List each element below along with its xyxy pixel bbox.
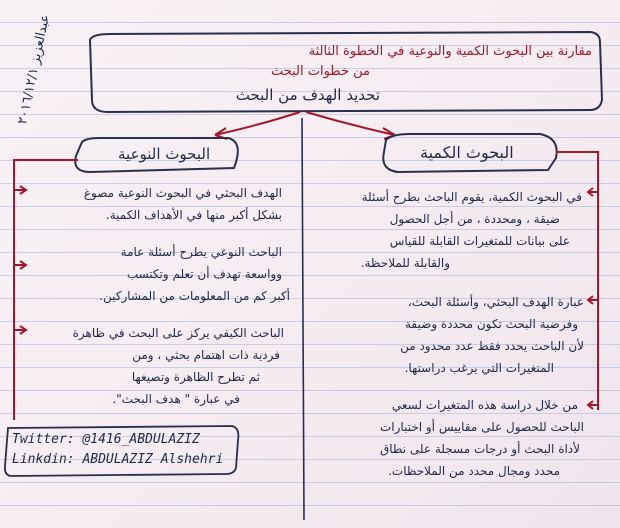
qualitative-p2-line: وواسعة تهدف أن تعلم وتكتسب xyxy=(126,267,282,281)
quantitative-p1-line: في البحوث الكمية، يقوم الباحث بطرح أسئلة xyxy=(361,190,582,204)
quantitative-p3-line: الباحث للحصول على مقاييس أو اختبارات xyxy=(380,420,584,434)
qualitative-p3-line: ثم تطرح الظاهرة وتصيغها xyxy=(131,370,260,384)
qualitative-p1-line: بشكل أكبر منها في الأهداف الكمية. xyxy=(105,208,282,222)
quantitative-p3-line: لأداة البحث أو درجات مسجلة على نطاق xyxy=(379,442,580,456)
quantitative-p2-line: لأن الباحث يحدد فقط عدد محدود من xyxy=(400,339,584,353)
linkedin-handle: Linkdin: ABDULAZIZ Alshehri xyxy=(12,452,224,467)
title-line-3: تحديد الهدف من البحث xyxy=(235,86,380,104)
quantitative-p2-line: عبارة الهدف البحثي، وأسئلة البحث، xyxy=(407,295,584,309)
date-text: عبدالعزيز ٢٠١٦/١٢/١ xyxy=(15,13,54,126)
qualitative-p2-line: أكبر كم من المعلومات من المشاركين. xyxy=(99,289,290,303)
quantitative-p1-line: ضيقة ، ومحددة ، من أجل الحصول xyxy=(389,212,560,226)
title-line-2: من خطوات البحث xyxy=(270,64,370,79)
quantitative-p1-line: على بيانات للمتغيرات القابلة للقياس xyxy=(389,234,570,248)
qualitative-p3-line: الباحث الكيفي يركز على البحث في ظاهرة xyxy=(72,326,284,340)
title-line-1: مقارنة بين البحوث الكمية والنوعية في الخطوة الثالثة xyxy=(308,44,592,59)
quantitative-heading: البحوث الكمية xyxy=(420,143,514,162)
quantitative-p2-line: المتغيرات التي يرغب دراستها. xyxy=(404,361,554,375)
quantitative-p3-line: محدد ومجال محدد من الملاحظات. xyxy=(388,464,560,478)
qualitative-p3-line: في عبارة " هدف البحث". xyxy=(112,392,240,406)
qualitative-p2-line: الباحث النوعي يطرح أسئلة عامة xyxy=(120,245,282,259)
twitter-handle: Twitter: @1416_ABDULAZIZ xyxy=(12,432,200,447)
quantitative-p3-line: من خلال دراسة هذه المتغيرات لسعي xyxy=(391,398,578,412)
quantitative-p2-line: وفرضية البحث تكون محددة وضيقة xyxy=(405,317,578,331)
qualitative-p3-line: فردية ذات اهتمام بحثي ، ومن xyxy=(132,348,280,362)
quantitative-p1-line: والقابلة للملاحظة. xyxy=(360,256,450,270)
qualitative-heading: البحوث النوعية xyxy=(118,145,211,163)
qualitative-p1-line: الهدف البحثي في البحوث النوعية مصوغ xyxy=(83,186,282,200)
